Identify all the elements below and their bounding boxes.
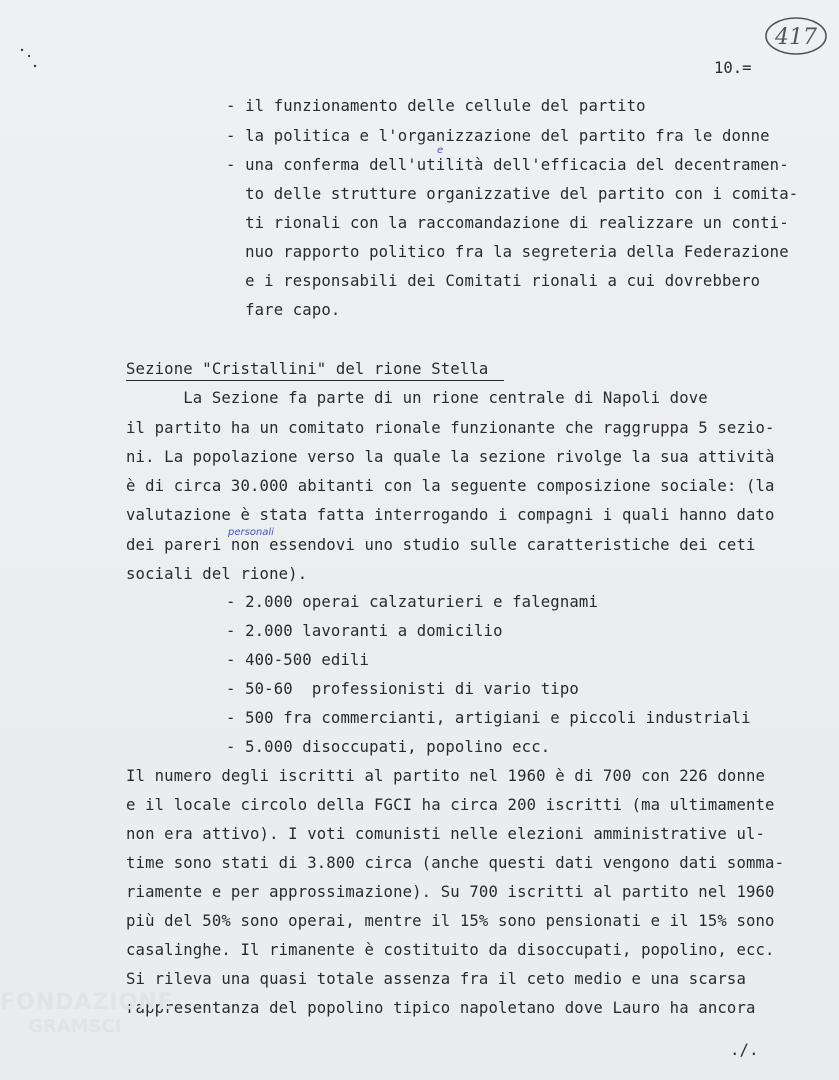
list-item: - 500 fra commercianti, artigiani e piccoli industriali [226,709,751,727]
text-line: è di circa 30.000 abitanti con la seguente composizione sociale: (la [126,477,775,495]
text-line: time sono stati di 3.800 circa (anche questi dati vengono dati somma- [126,854,785,872]
handwritten-annotation: personali [228,527,274,538]
text-line: La Sezione fa parte di un rione centrale di Napoli dove [126,389,708,407]
heading-underline [126,380,504,381]
list-item: - 50-60 professionisti di vario tipo [226,680,579,698]
list-item: - 5.000 disoccupati, popolino ecc. [226,738,551,756]
bullet-line: to delle strutture organizzative del partito con i comita- [226,185,799,203]
ink-specks [18,40,58,80]
text-line: sociali del rione). [126,565,308,583]
list-item: - 2.000 operai calzaturieri e falegnami [226,593,598,611]
bullet-line: fare capo. [226,301,341,319]
text-line: casalinghe. Il rimanente è costituito da disoccupati, popolino, ecc. [126,941,775,959]
archive-stamp [760,14,830,58]
list-item: - 2.000 lavoranti a domicilio [226,622,503,640]
bullet-line: nuo rapporto politico fra la segreteria della Federazione [226,243,789,261]
text-line: ni. La popolazione verso la quale la sezione rivolge la sua attività [126,448,775,466]
archive-watermark-sub: GRAMSCI [28,1016,122,1037]
handwritten-annotation: e [437,145,444,156]
text-line: e il locale circolo della FGCI ha circa 200 iscritti (ma ultimamente [126,796,775,814]
text-line: Il numero degli iscritti al partito nel 1960 è di 700 con 226 donne [126,767,766,785]
text-line: il partito ha un comitato rionale funzionante che raggruppa 5 sezio- [126,419,775,437]
text-line: più del 50% sono operai, mentre il 15% sono pensionati e il 15% sono [126,912,775,930]
text-line: non era attivo). I voti comunisti nelle elezioni amministrative ul- [126,825,766,843]
continuation-mark: ./. [730,1041,759,1059]
text-line: Si rileva una quasi totale assenza fra il ceto medio e una scarsa [126,970,746,988]
archive-stamp-number: 417 [775,25,817,50]
text-line: riamente e per approssimazione). Su 700 iscritti al partito nel 1960 [126,883,775,901]
text-line: dei pareri non essendovi uno studio sulle caratteristiche dei ceti [126,536,756,554]
text-line: rappresentanza del popolino tipico napoletano dove Lauro ha ancora [126,999,756,1017]
bullet-line: - il funzionamento delle cellule del partito [226,97,646,115]
page-number: 10.= [714,59,752,77]
list-item: - 400-500 edili [226,651,370,669]
bullet-line: - una conferma dell'utilità dell'efficacia del decentramen- [226,156,789,174]
section-heading: Sezione "Cristallini" del rione Stella [126,360,489,378]
archive-watermark: FONDAZIONE [0,990,174,1015]
text-line: valutazione è stata fatta interrogando i compagni i quali hanno dato [126,506,775,524]
bullet-line: ti rionali con la raccomandazione di realizzare un conti- [226,214,789,232]
bullet-line: - la politica e l'organizzazione del partito fra le donne [226,127,770,145]
bullet-line: e i responsabili dei Comitati rionali a cui dovrebbero [226,272,761,290]
